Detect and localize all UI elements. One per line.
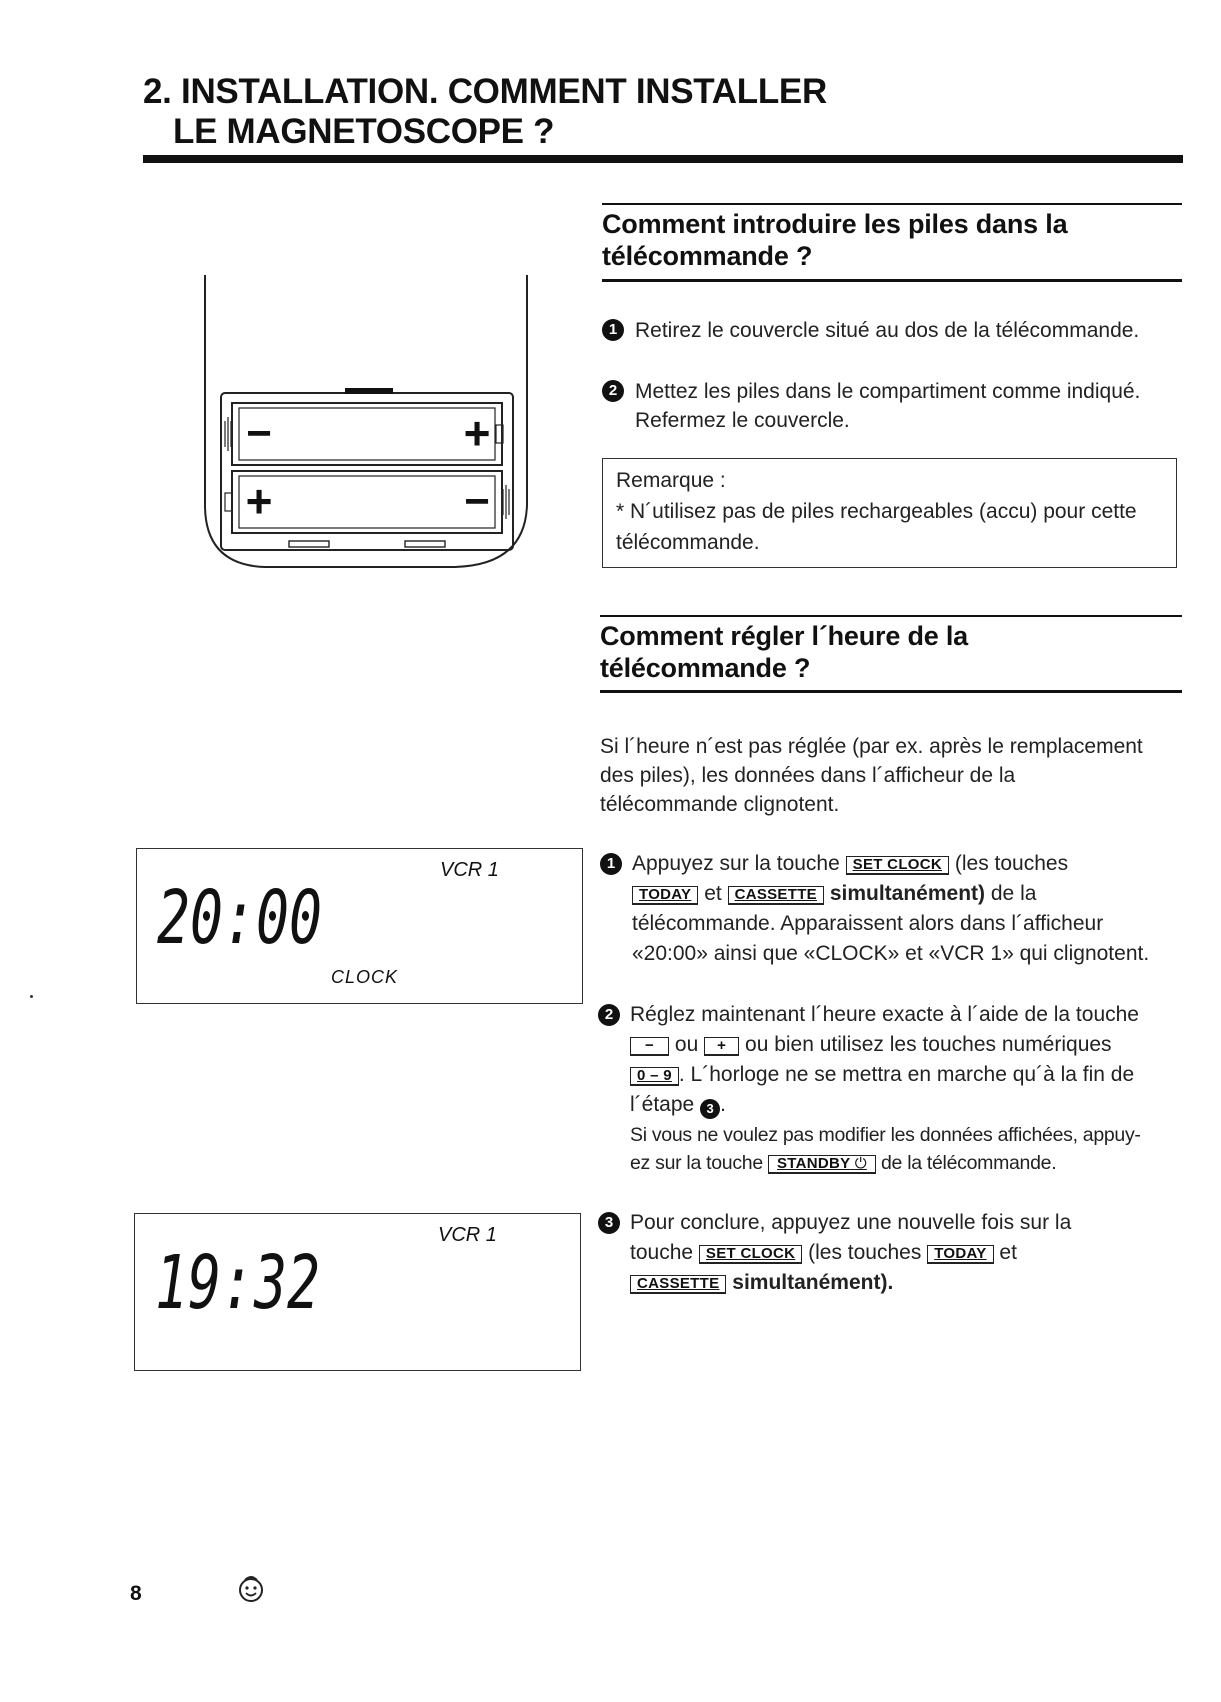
plus-key: + — [704, 1037, 739, 1056]
clock-step-2-note-text-b: de la télécommande. — [880, 1152, 1057, 1174]
clock-step-1-text-b: (les touches — [954, 852, 1069, 875]
clock-step-3-text-b: (les touches — [808, 1241, 922, 1264]
key-power-icon: ⏻ — [854, 1155, 867, 1172]
lcd-display-clock — [136, 848, 583, 1004]
cassette-key: CASSETTE — [630, 1275, 726, 1294]
clock-intro-line1: Si l´heure n´est pas réglée (par ex. après le remplacement — [600, 735, 1143, 758]
clock-step-1 — [632, 849, 1192, 969]
clock-step-2-text-e: . — [720, 1093, 726, 1116]
clock-intro — [600, 732, 1180, 819]
set-clock-key: SET CLOCK — [846, 856, 949, 875]
clock-step-3 — [630, 1208, 1190, 1298]
section-rule-bottom — [600, 690, 1182, 693]
step-reference-3: 3 — [700, 1099, 720, 1119]
clock-step-1-text-a: Appuyez sur la touche — [632, 852, 840, 875]
step-number-1: 1 — [602, 319, 624, 341]
lcd-clock-label: CLOCK — [331, 967, 399, 987]
note-line2: télécommande. — [616, 531, 760, 554]
clock-step-2-note-line1: Si vous ne voulez pas modifier les données affichées, appuy- — [630, 1124, 1141, 1146]
clock-step-2-text-b: ou bien utilisez les touches numériques — [745, 1033, 1112, 1056]
clock-step-1-text-e: de la — [990, 882, 1037, 905]
clock-step-2-line1: Réglez maintenant l´heure exacte à l´aide de la touche — [630, 1003, 1139, 1026]
note-box — [602, 458, 1177, 568]
section-batteries-title — [602, 208, 1182, 272]
section-rule-top — [602, 203, 1182, 205]
lcd-time-digits — [157, 875, 327, 961]
page-number: 8 — [130, 1582, 142, 1605]
page-title-line2: LE MAGNETOSCOPE ? — [173, 112, 555, 151]
standby-key-label: STANDBY — [777, 1155, 851, 1172]
cassette-key: CASSETTE — [728, 886, 824, 905]
spring-right-icon — [503, 485, 509, 519]
plus-mark-top: + — [463, 407, 491, 459]
section-rule-top — [600, 615, 1182, 617]
step-number-1: 1 — [600, 853, 622, 875]
today-key: TODAY — [927, 1245, 993, 1264]
step-number-2: 2 — [602, 380, 624, 402]
clock-step-2 — [630, 1000, 1195, 1177]
note-line1: * N´utilisez pas de piles rechargeables (accu) pour cette — [616, 500, 1137, 523]
digit-keys: 0 – 9 — [630, 1067, 679, 1086]
set-clock-key: SET CLOCK — [699, 1245, 802, 1264]
battery-step-2 — [635, 377, 1195, 435]
clock-step-3-emphasis: simultanément). — [732, 1271, 894, 1294]
lcd-vcr-label: VCR 1 — [438, 1224, 497, 1246]
section-rule-bottom — [602, 279, 1182, 282]
clock-step-1-text-c: et — [704, 882, 722, 905]
page-title — [143, 72, 1043, 152]
section-clock-title-line2: télécommande ? — [600, 653, 811, 683]
note-title: Remarque : — [616, 469, 726, 492]
section-clock-title-line1: Comment régler l´heure de la — [600, 621, 968, 651]
clock-step-1-emphasis: simultanément) — [829, 882, 986, 905]
step-number-3: 3 — [598, 1212, 620, 1234]
battery-bottom — [232, 471, 502, 533]
minus-mark-top: − — [246, 409, 272, 458]
scan-speck — [30, 995, 33, 998]
battery-step-2-line1: Mettez les piles dans le compartiment comme indiqué. — [635, 380, 1141, 403]
battery-compartment-illustration — [195, 275, 535, 575]
section-batteries-title-line1: Comment introduire les piles dans la — [602, 209, 1068, 239]
battery-step-1: Retirez le couvercle situé au dos de la télécommande. — [635, 319, 1140, 342]
page-title-line1: 2. INSTALLATION. COMMENT INSTALLER — [143, 72, 827, 111]
minus-key: − — [630, 1037, 669, 1056]
clock-step-1-line3: télécommande. Apparaissent alors dans l´afficheur — [632, 912, 1104, 935]
clock-step-1-line4: «20:00» ainsi que «CLOCK» et «VCR 1» qui clignotent. — [632, 942, 1150, 965]
clock-step-2-note-text-a: ez sur la touche — [630, 1152, 763, 1174]
standby-key — [768, 1155, 876, 1174]
clock-intro-line3: télécommande clignotent. — [600, 793, 840, 816]
clock-step-2-text-d: l´étape — [630, 1093, 695, 1116]
section-batteries-title-line2: télécommande ? — [602, 241, 813, 271]
clock-step-3-text-a: touche — [630, 1241, 694, 1264]
lcd-time: 19:32 — [155, 1240, 320, 1326]
lcd-time-digits — [155, 1240, 325, 1326]
language-face-icon — [234, 1572, 268, 1606]
battery-top — [232, 403, 502, 465]
clock-intro-line2: des piles), les données dans l´afficheur de la — [600, 764, 1016, 787]
clock-step-2-text-c: . L´horloge ne se mettra en marche qu´à la fin de — [678, 1063, 1135, 1086]
plus-mark-bottom: + — [245, 475, 273, 527]
section-clock-title — [600, 620, 1182, 684]
clock-step-3-line1: Pour conclure, appuyez une nouvelle fois sur la — [630, 1211, 1072, 1234]
clock-step-2-text-a: ou — [674, 1033, 699, 1056]
lcd-vcr-label: VCR 1 — [440, 859, 499, 881]
lcd-display-time — [134, 1213, 581, 1371]
today-key: TODAY — [632, 886, 698, 905]
clock-step-3-text-c: et — [999, 1241, 1017, 1264]
lcd-time: 20:00 — [157, 875, 322, 961]
compartment-latch — [345, 388, 393, 394]
step-number-2: 2 — [598, 1004, 620, 1026]
minus-mark-bottom: − — [464, 477, 490, 526]
battery-step-2-line2: Refermez le couvercle. — [635, 409, 850, 432]
title-rule — [143, 155, 1183, 163]
spring-left-icon — [225, 417, 231, 451]
